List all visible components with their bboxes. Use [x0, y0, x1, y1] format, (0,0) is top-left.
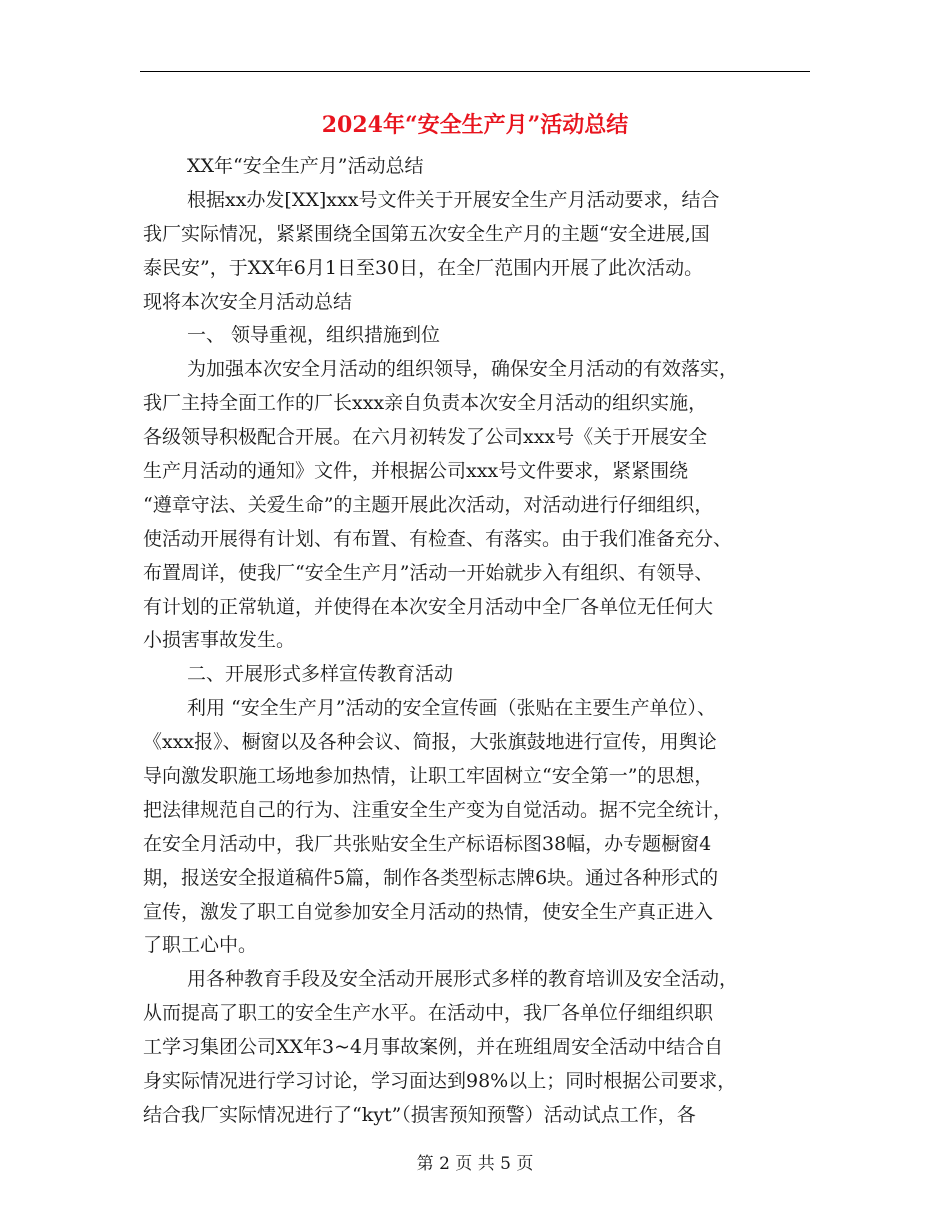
- body-line: 一、 领导重视，组织措施到位: [187, 324, 441, 347]
- body-line: 身实际情况进行学习讨论，学习面达到98%以上；同时根据公司要求，: [143, 1070, 737, 1093]
- body-line: “遵章守法、关爱生命”的主题开展此次活动，对活动进行仔细组织，: [143, 493, 714, 516]
- body-line: 我厂实际情况，紧紧围绕全国第五次安全生产月的主题“安全进展,国: [143, 222, 710, 245]
- body-line: 了职工心中。: [143, 934, 258, 957]
- body-line: 宣传，激发了职工自觉参加安全月活动的热情，使安全生产真正进入: [143, 900, 714, 923]
- body-line: 现将本次安全月活动总结: [143, 290, 353, 313]
- page-number-footer: 第 2 页 共 5 页: [416, 1154, 534, 1174]
- document-body: [143, 150, 813, 1133]
- body-line: XX年“安全生产月”活动总结: [187, 155, 424, 177]
- body-line: 有计划的正常轨道，并使得在本次安全月活动中全厂各单位无任何大: [143, 595, 714, 618]
- body-line: 《xxx报》、橱窗以及各种会议、简报，大张旗鼓地进行宣传，用舆论: [143, 731, 717, 754]
- body-line: 我厂主持全面工作的厂长xxx亲自负责本次安全月活动的组织实施，: [143, 392, 708, 415]
- body-line: 在安全月活动中，我厂共张贴安全生产标语标图38幅，办专题橱窗4: [143, 832, 712, 855]
- body-line: 各级领导积极配合开展。在六月初转发了公司xxx号《关于开展安全: [143, 426, 708, 449]
- body-line: 期，报送安全报道稿件5篇，制作各类型标志牌6块。通过各种形式的: [143, 866, 719, 889]
- body-line: 泰民安”，于XX年6月1日至30日，在全厂范围内开展了此次活动。: [143, 256, 704, 279]
- body-line: 用各种教育手段及安全活动开展形式多样的教育培训及安全活动，: [187, 968, 739, 991]
- body-line: 二、开展形式多样宣传教育活动: [187, 663, 454, 686]
- body-line: 导向激发职施工场地参加热情，让职工牢固树立“安全第一”的思想，: [143, 765, 714, 788]
- body-line: 生产月活动的通知》文件，并根据公司xxx号文件要求，紧紧围绕: [143, 460, 689, 483]
- body-line: 利用 “安全生产月”活动的安全宣传画（张贴在主要生产单位）、: [187, 697, 716, 720]
- body-line: 把法律规范自己的行为、注重安全生产变为自觉活动。据不完全统计，: [143, 798, 733, 821]
- body-line: 结合我厂实际情况进行了“kyt”（损害预知预警）活动试点工作，各: [143, 1103, 696, 1126]
- body-line: 使活动开展得有计划、有布置、有检查、有落实。由于我们准备充分、: [143, 527, 733, 550]
- document-title: 2024年“安全生产月”活动总结: [321, 112, 629, 138]
- body-line: 小损害事故发生。: [143, 629, 296, 652]
- body-line: 工学习集团公司XX年3~4月事故案例，并在班组周安全活动中结合自: [143, 1036, 724, 1059]
- body-line: 根据xx办发[XX]xxx号文件关于开展安全生产月活动要求，结合: [187, 188, 720, 211]
- body-line: 从而提高了职工的安全生产水平。在活动中，我厂各单位仔细组织职: [143, 1002, 714, 1025]
- header-rule: [140, 71, 810, 72]
- body-line: 为加强本次安全月活动的组织领导，确保安全月活动的有效落实，: [187, 358, 739, 381]
- body-line: 布置周详，使我厂“安全生产月”活动一开始就步入有组织、有领导、: [143, 561, 714, 584]
